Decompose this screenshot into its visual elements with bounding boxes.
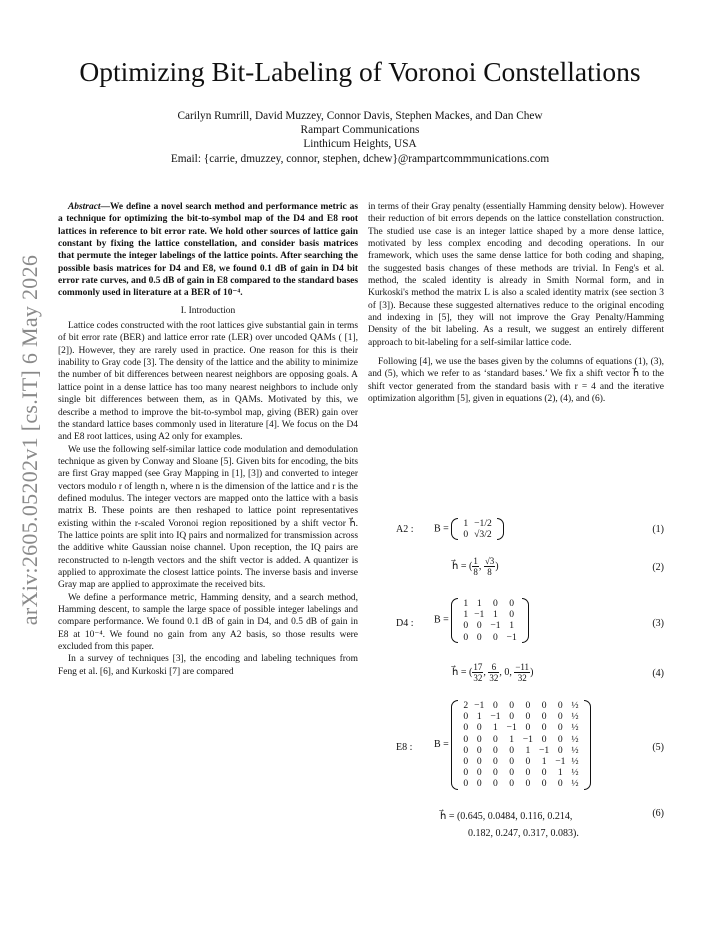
matrix-cell: ½	[571, 756, 579, 768]
matrix-cell: 0	[463, 778, 469, 790]
denominator: 32	[489, 673, 499, 683]
matrix-cell: 0	[463, 767, 469, 779]
fraction	[472, 662, 483, 683]
matrix-cell: 0	[525, 756, 531, 768]
matrix-row	[460, 598, 519, 609]
denominator: 32	[514, 672, 530, 683]
equation-line: h⃗ = (0.645, 0.0484, 0.116, 0.214,	[440, 811, 573, 822]
matrix-cell: ½	[571, 733, 579, 745]
equation-4: h⃗ = ( $\frac{17}{32}$ , $\frac{6}{32}$ , 0, $\frac{-11}{32}$ ) (4)	[452, 662, 664, 683]
matrix-cell: −1	[555, 756, 566, 768]
matrix-row	[460, 778, 581, 789]
matrix-cell: −1	[522, 733, 533, 745]
matrix-cell: 1	[493, 609, 498, 621]
matrix-cell: ½	[571, 767, 579, 779]
matrix-row	[460, 711, 581, 722]
matrix-row	[460, 756, 581, 767]
matrix-cell: ½	[571, 744, 579, 756]
equation-number: (4)	[652, 668, 664, 679]
matrix-cell: 0	[541, 778, 547, 790]
numerator: −11	[515, 662, 530, 672]
equation-line: 0.182, 0.247, 0.317, 0.083).	[468, 828, 579, 839]
matrix-cell: −1/2	[474, 518, 492, 529]
matrix-cell: 0	[463, 529, 469, 541]
equation-lhs: h⃗ = (	[452, 666, 473, 678]
matrix-cell: 0	[476, 744, 482, 756]
matrix-cell: 0	[557, 744, 563, 756]
matrix-cell: ½	[571, 700, 579, 711]
denominator: 8	[484, 566, 495, 577]
matrix-cell: 0	[463, 620, 469, 632]
numerator: 17	[473, 662, 483, 672]
author-names: Carilyn Rumrill, David Muzzey, Connor Davis, Stephen Mackes, and Dan Chew	[177, 110, 543, 122]
fraction	[514, 662, 530, 683]
matrix-cell: 0	[509, 711, 515, 723]
paragraph: In a survey of techniques [3], the encoding and labeling techniques from Feng et al. [6], and Kurkoski [7] are compared	[58, 654, 358, 677]
matrix-cell: 0	[525, 711, 531, 723]
matrix-cell: ½	[571, 722, 579, 734]
matrix-cell: 0	[493, 700, 498, 711]
matrix-cell: 0	[463, 711, 469, 723]
paragraph: in terms of their Gray penalty (essentially Hamming density below). However their reduction of bit errors depends on the lattice constellation construction. The studied use case is an integer lattice shaped by a more dense lattice, motivated by less complex encoding and decoding operations. In our framework, which uses the same dense lattice for both coding and shaping, the suggested basis changes of these methods are trivial. In Feng's et al. method, the scaled identity is already in Smith Normal form, and in Kurkoski's method the matrix L is also a scaled identity matrix (see section 3 of [3]). Because these suggested alternatives reduce to the original encoding and indexing in [5], they will not improve the Gray Penalty/Hamming Density of the bit labeling. As a result, we suggest an entirely different approach to bit-labeling for a self-similar lattice code.	[368, 202, 664, 348]
matrix-cell: 1	[557, 767, 563, 779]
matrix-cell: 0	[476, 767, 482, 779]
matrix-cell: ½	[571, 778, 579, 790]
equation-lhs: B =	[434, 614, 449, 626]
basis-matrix-d4	[451, 598, 528, 643]
matrix-cell: 0	[525, 767, 531, 779]
paragraph: Following [4], we use the bases given by the columns of equations (1), (3), and (5), which we refer to as ‘standard bases.’ We fix a shift vector h⃗ to the shift vector generated from the standard basis with r = 4 and the iterative optimization algorithm [5], given in equations (2), (4), and (6).	[368, 357, 664, 405]
paren: )	[495, 560, 499, 572]
matrix-cell: 0	[493, 756, 498, 768]
matrix-cell: 1	[476, 598, 482, 609]
matrix-cell: 0	[476, 733, 482, 745]
matrix-row	[460, 620, 519, 631]
section-heading: I. Introduction	[180, 305, 236, 316]
matrix-cell: 0	[463, 722, 469, 734]
matrix-cell: 0	[541, 733, 547, 745]
paragraph: We use the following self-similar lattice code modulation and demodulation technique as given by Conway and Sloane [5]. Given bits for encoding, the bits are first Gray mapped (see Gray Mapping in [1], [3]) and converted to integer vectors modulo r of length n, where n is the dimension of the lattice and r is the defined modulus. The integer vectors are mapped onto the lattice with a basis matrix B. These points are then reshaped to lattice point representatives existing within the r-scaled Voronoi region repositioned by a shift vector h⃗. The lattice points are split into IQ pairs and normalized for transmission across the additive white Gaussian noise channel. Upon reception, the IQ pairs are reconstructed to n-length vectors and the shift vector is added. A quantizer is applied to approximate the closest lattice points. The inverse basis and inverse Gray map are applied to approximate the received bits.	[58, 444, 358, 591]
matrix-cell: 0	[463, 631, 469, 643]
equation-number: (1)	[652, 524, 664, 535]
matrix-cell: 1	[463, 518, 469, 529]
matrix-cell: 0	[493, 733, 498, 745]
numerator: 1	[473, 556, 478, 566]
equation-lhs: B =	[434, 739, 449, 751]
email-line: Email: {carrie, dmuzzey, connor, stephen, dchew}@rampartcommmunications.com	[170, 152, 550, 165]
matrix-cell: 0	[541, 711, 547, 723]
matrix-cell: 0	[557, 722, 563, 734]
matrix-cell: 0	[509, 778, 515, 790]
fraction	[472, 556, 479, 577]
matrix-cell: −1	[474, 700, 485, 711]
author-block	[0, 109, 720, 166]
basis-matrix-a2	[451, 518, 503, 540]
matrix-row	[460, 609, 519, 620]
separator: , 0,	[499, 666, 515, 678]
equation-number: (3)	[652, 618, 664, 629]
equation-label: E8 :	[396, 742, 413, 753]
matrix-cell: 0	[509, 756, 515, 768]
matrix-cell: 0	[493, 767, 498, 779]
matrix-cell: 0	[557, 711, 563, 723]
matrix-cell: 0	[509, 767, 515, 779]
matrix-cell: 1	[541, 756, 547, 768]
matrix-cell: 1	[463, 598, 469, 609]
matrix-cell: 0	[525, 722, 531, 734]
denominator: 32	[473, 673, 483, 683]
denominator: 8	[473, 567, 478, 577]
affiliation: Rampart Communications	[300, 124, 420, 137]
matrix-cell: −1	[490, 711, 501, 723]
matrix-cell: 0	[509, 744, 515, 756]
paragraph: Lattice codes constructed with the root lattices give substantial gain in terms of bit error rate (BER) and lattice error rate (LER) over uncoded QAMs ( [1], [2]). However, they are rarely used in practice. One reason for this is their inability to Gray code [3]. The density of the lattice and the ability to minimize the number of bit differences between nearest neighbors are opposing goals. A lattice point in a dense lattice has too many nearest neighbors to include only single bit differences between them, as in QAMs. Motivated by this, we describe a method to improve the bit-to-symbol map, giving (BER) gain over the standard lattice bases commonly used in literature [4]. We focus on the D4 and E8 root lattices, using A2 only for examples.	[58, 321, 358, 443]
equation-number: (6)	[652, 808, 664, 819]
numerator: √3	[484, 556, 495, 566]
matrix-cell: −1	[538, 744, 550, 756]
matrix-cell: 0	[509, 598, 515, 609]
paper-title: Optimizing Bit-Labeling of Voronoi Constellations	[79, 56, 641, 87]
equation-label: D4 :	[396, 618, 414, 629]
matrix-cell: √3/2	[474, 529, 492, 541]
matrix-row	[460, 722, 581, 733]
abstract	[58, 201, 358, 300]
matrix-row	[460, 700, 581, 711]
matrix-cell: 0	[541, 767, 547, 779]
matrix-cell: 0	[463, 744, 469, 756]
basis-matrix-e8	[451, 700, 590, 790]
matrix-cell: 1	[463, 609, 469, 621]
matrix-cell: 0	[525, 778, 531, 790]
equation-1	[368, 518, 664, 544]
matrix-cell: 1	[476, 711, 482, 723]
matrix-cell: 0	[463, 756, 469, 768]
matrix-cell: 0	[557, 700, 563, 711]
matrix-cell: 0	[493, 598, 498, 609]
matrix-cell: 0	[541, 700, 547, 711]
equation-lhs: h⃗ = (	[452, 560, 473, 572]
matrix-cell: 0	[557, 778, 563, 790]
equation-number: (5)	[652, 742, 664, 753]
matrix-cell: 2	[463, 700, 469, 711]
left-column	[58, 201, 358, 678]
matrix-row	[460, 734, 581, 745]
matrix-cell: 0	[476, 722, 482, 734]
equation-5	[368, 700, 664, 796]
matrix-cell: 1	[493, 722, 498, 734]
matrix-cell: 0	[476, 631, 482, 643]
matrix-cell: 1	[509, 620, 515, 632]
matrix-cell: 0	[476, 778, 482, 790]
matrix-cell: 1	[525, 744, 531, 756]
matrix-cell: 0	[463, 733, 469, 745]
abstract-lead: Abstract	[68, 202, 101, 212]
matrix-row	[460, 518, 494, 529]
fraction	[488, 662, 499, 683]
location: Linthicum Heights, USA	[303, 138, 417, 151]
matrix-cell: 1	[509, 733, 515, 745]
matrix-cell: 0	[525, 700, 531, 711]
matrix-cell: −1	[506, 722, 517, 734]
matrix-cell: 0	[476, 756, 482, 768]
matrix-cell: −1	[506, 631, 517, 643]
matrix-cell: 0	[493, 744, 498, 756]
arxiv-side-stamp	[14, 250, 46, 630]
matrix-cell: 0	[493, 778, 498, 790]
paren: )	[530, 666, 534, 678]
matrix-row	[460, 632, 519, 643]
equation-label: A2 :	[396, 524, 414, 535]
arxiv-stamp-text: arXiv:2605.05202v1 [cs.IT] 6 May 2026	[17, 254, 42, 626]
fraction	[484, 556, 495, 577]
paragraph: We define a performance metric, Hamming density, and a search method, Hamming descent, to sample the large space of possible integer labelings and compare performance. We found 0.1 dB of gain in D4, and 0.5 dB of gain in E8 at 10⁻⁴. We found no gain from any A2 basis, so those results were excluded from this paper.	[58, 592, 358, 653]
equation-number: (2)	[652, 562, 664, 573]
equation-lhs: B =	[434, 523, 449, 535]
matrix-cell: −1	[474, 609, 485, 621]
numerator: 6	[491, 662, 497, 672]
matrix-cell: 0	[509, 700, 515, 711]
matrix-cell: 0	[541, 722, 547, 734]
matrix-cell: ½	[571, 711, 579, 723]
matrix-cell: 0	[493, 631, 498, 643]
abstract-text: —We define a novel search method and performance metric as a technique for optimizing the bit-to-symbol map of the D4 and E8 root lattices in reference to bit error rate. We hold other sources of lattice gain constant by fixing the lattice constellation, and consider basis matrices that permute the integer labelings of the lattice points. After searching the possible basis matrices for D4 and E8, we found 0.1 dB of gain in D4 bit error rate curves, and 0.5 dB of gain in E8 compared to the standard bases commonly used in literature at a BER of 10⁻⁴.	[58, 202, 358, 299]
right-column	[368, 201, 664, 406]
matrix-row	[460, 529, 494, 540]
equation-2: h⃗ = ( $\frac{1}{8}$ , $\frac{√3}{8}$ ) (2)	[452, 556, 664, 577]
matrix-row	[460, 745, 581, 756]
equation-3	[368, 598, 664, 650]
matrix-cell: 0	[509, 609, 515, 621]
matrix-cell: 0	[476, 620, 482, 632]
equation-6	[368, 808, 664, 838]
matrix-cell: −1	[490, 620, 501, 632]
matrix-row	[460, 767, 581, 778]
matrix-cell: 0	[557, 733, 563, 745]
